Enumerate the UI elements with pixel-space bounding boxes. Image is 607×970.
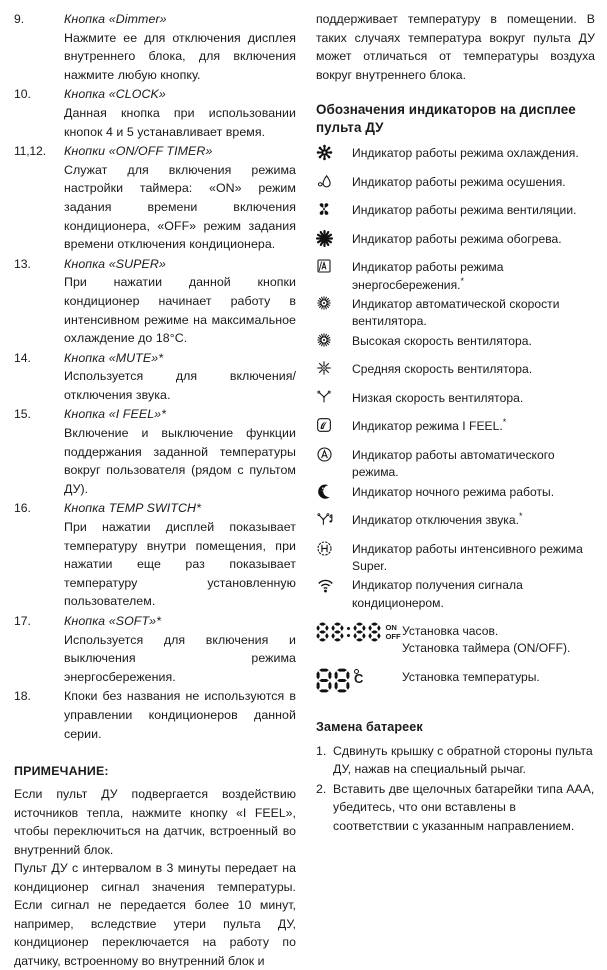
indicator-row [316, 331, 595, 360]
segment-display-text [402, 622, 595, 658]
battery-step-text: Вставить две щелочных батарейки типа ААА, убедитесь, что они вставлены в соответствии с указанным направлением. [332, 781, 595, 833]
fan-medium-icon [316, 359, 352, 382]
indicator-label [352, 445, 595, 482]
item-title: Кнопка «SUPER» [64, 256, 166, 271]
note-block [14, 763, 296, 970]
indicator-label-text: Индикатор получения сигнала кондиционером. [351, 578, 523, 610]
battery-heading: Замена батареек [315, 719, 423, 734]
indicator-label [352, 294, 595, 331]
indicator-label [352, 482, 595, 501]
indicator-label-text: Индикатор отключения звука. [351, 513, 519, 528]
snowflake-icon [316, 143, 352, 166]
indicator-label [352, 359, 595, 378]
note-heading: ПРИМЕЧАНИЕ: [14, 764, 109, 779]
button-description-item [14, 85, 296, 141]
item-number: 15. [14, 407, 31, 422]
indicator-label [352, 575, 595, 612]
indicator-label-text: Высокая скорость вентилятора. [351, 333, 532, 348]
battery-steps-list [316, 742, 595, 836]
item-title: Кнопка «Dimmer» [64, 12, 167, 26]
indicator-label [352, 143, 595, 162]
fan-low-icon [316, 388, 352, 411]
indicator-label [352, 331, 595, 350]
item-body: Данная кнопка при использовании кнопок 4 и 5 устанавливает время. [64, 105, 296, 139]
circled-a-icon [316, 445, 352, 468]
button-description-item [14, 499, 296, 611]
indicator-row [316, 388, 595, 417]
item-title: Кнопки «ON/OFF TIMER» [64, 144, 213, 159]
item-number: 16. [14, 501, 31, 516]
item-title: Кнопка TEMP SWITCH* [64, 501, 202, 516]
indicator-row [316, 257, 595, 294]
button-description-item [14, 612, 296, 686]
indicator-label-text: Индикатор работы режима охлаждения. [351, 146, 579, 160]
indicator-row [316, 294, 595, 331]
indicator-row [316, 445, 595, 482]
button-description-item [14, 405, 296, 498]
indicator-label-text: Индикатор автоматической скорости вентилятора. [351, 296, 560, 329]
clock-timer-segment-display [316, 622, 402, 642]
segment-display-row [316, 622, 595, 658]
indicator-row [316, 143, 595, 172]
indicator-row [316, 359, 595, 388]
footnote-marker: * [519, 511, 523, 522]
circled-h-icon [316, 539, 352, 562]
item-title: Кнопка «CLOCK» [64, 87, 166, 102]
segment-display-list [316, 622, 595, 693]
indicator-row [316, 416, 595, 445]
item-body: Включение и выключение функции поддержания заданной температуры вокруг пользователя (рядом с пультом ДУ). [64, 426, 296, 496]
item-number: 11,12. [14, 144, 46, 159]
i-feel-icon [316, 416, 352, 439]
indicator-list [316, 143, 595, 612]
button-description-item [14, 142, 296, 254]
indicator-label-text: Индикатор работы режима вентиляции. [351, 203, 577, 218]
indicator-label [352, 172, 595, 191]
timer-off-label: OFF [385, 631, 401, 641]
indicator-row [316, 229, 595, 258]
item-body: При нажатии данной кнопки кондиционер начинает работу в интенсивном режиме на максимальное охлаждение до 18°С. [64, 275, 296, 346]
indicator-label [352, 229, 595, 248]
fan-auto-icon [316, 294, 352, 317]
item-number: 9. [14, 12, 25, 26]
indicator-label [352, 388, 595, 407]
battery-step [316, 780, 595, 836]
intro-paragraph: поддерживает температуру в помещении. В таких случаях температура вокруг пульта ДУ может отличаться от температуры воздуха вокруг внутреннего блока. [315, 12, 595, 82]
item-body: При нажатии дисплей показывает температуру внутри помещения, при нажатии еще раз показывает температуру установленную пользователем. [64, 520, 296, 609]
indicator-label-text: Индикатор работы режима энергосбережения. [351, 260, 504, 292]
segment-display-row [316, 668, 595, 693]
item-body: Используется для включения/отключения звука. [64, 369, 296, 402]
right-column [304, 10, 599, 833]
item-title: Кнопка «MUTE»* [64, 350, 164, 365]
indicator-row [316, 510, 595, 539]
indicator-label-text: Индикатор режима I FEEL. [351, 419, 503, 434]
sun-icon [316, 229, 352, 252]
temperature-segment-display: C [316, 668, 402, 693]
indicator-row [316, 575, 595, 612]
indicator-label-text: Индикатор работы режима обогрева. [351, 231, 562, 246]
left-column [8, 10, 304, 968]
footnote-marker: * [502, 417, 507, 428]
signal-icon [316, 575, 352, 598]
indicator-label-text: Индикатор работы режима осушения. [351, 174, 566, 189]
indicator-label [352, 257, 595, 294]
item-body: Кпоки без названия не используются в управлении кондиционеров данной серии. [64, 689, 296, 741]
indicators-heading: Обозначения индикаторов на дисплее пульта ДУ [315, 102, 576, 135]
item-number: 13. [14, 256, 31, 271]
item-title: Кнопка «I FEEL»* [64, 407, 167, 422]
item-body: Используется для включения и выключения режима энергосбережения. [64, 632, 296, 684]
timer-on-label: ON [385, 622, 397, 632]
indicator-row [316, 200, 595, 229]
indicator-label [352, 200, 595, 219]
note-paragraph: Пульт ДУ с интервалом в 3 минуты передает на кондиционер сигнал значения температуры. Если сигнал не передается более 10 минут, например, вследствие утери пульта ДУ, кондиционер переключается на работу по датчику, встроенному во внутренний блок и [14, 861, 296, 968]
indicator-row [316, 482, 595, 511]
item-number: 14. [14, 350, 31, 365]
indicator-label [352, 510, 595, 529]
indicator-label-text: Низкая скорость вентилятора. [351, 390, 524, 405]
indicator-label-text: Индикатор работы автоматического режима. [351, 447, 555, 480]
button-description-item [14, 349, 296, 405]
boxed-a-icon [316, 257, 352, 280]
battery-step-text: Сдвинуть крышку с обратной стороны пульта ДУ, нажав на специальный рычаг. [332, 743, 593, 776]
fan-high-icon [316, 331, 352, 354]
button-description-item [14, 687, 296, 743]
droplet-icon [316, 172, 352, 195]
item-number: 10. [14, 87, 31, 102]
indicator-label [352, 416, 595, 435]
indicator-label-text: Индикатор ночного режима работы. [351, 484, 555, 499]
indicator-row [316, 172, 595, 201]
fan-blades-icon [316, 200, 352, 223]
item-title: Кнопка «SOFT»* [64, 614, 162, 628]
indicator-label [352, 539, 595, 576]
segment-display-label: Установка часов. [401, 623, 499, 638]
item-body: Нажмите ее для отключения дисплея внутреннего блока, для включения нажмите любую кнопку. [64, 30, 296, 82]
moon-icon [316, 482, 352, 505]
indicator-label-text: Индикатор работы интенсивного режима Super. [351, 541, 583, 574]
footnote-marker: * [460, 275, 465, 286]
item-number: 17. [14, 614, 31, 628]
button-description-item [14, 10, 296, 84]
indicator-row [316, 539, 595, 576]
mute-icon [316, 510, 352, 533]
button-description-list [14, 10, 296, 743]
segment-display-text [402, 668, 595, 686]
button-description-item [14, 255, 296, 348]
indicator-label-text: Средняя скорость вентилятора. [351, 362, 533, 377]
item-body: Служат для включения режима настройки таймера: «ON» режим задания времени включения кондиционера, «OFF» режим задания времени отключения кондиционера. [64, 162, 296, 252]
item-number: 18. [14, 689, 31, 704]
battery-step-number: 2. [315, 781, 327, 796]
note-paragraph: Если пульт ДУ подвергается воздействию источников тепла, нажмите кнопку «I FEEL», чтобы переключиться на датчик, встроенный во внутренний блок. [14, 787, 296, 857]
battery-step [316, 742, 595, 779]
segment-display-label: Установка температуры. [401, 669, 540, 684]
segment-display-label: Установка таймера (ON/OFF). [401, 641, 571, 656]
battery-step-number: 1. [315, 743, 327, 758]
